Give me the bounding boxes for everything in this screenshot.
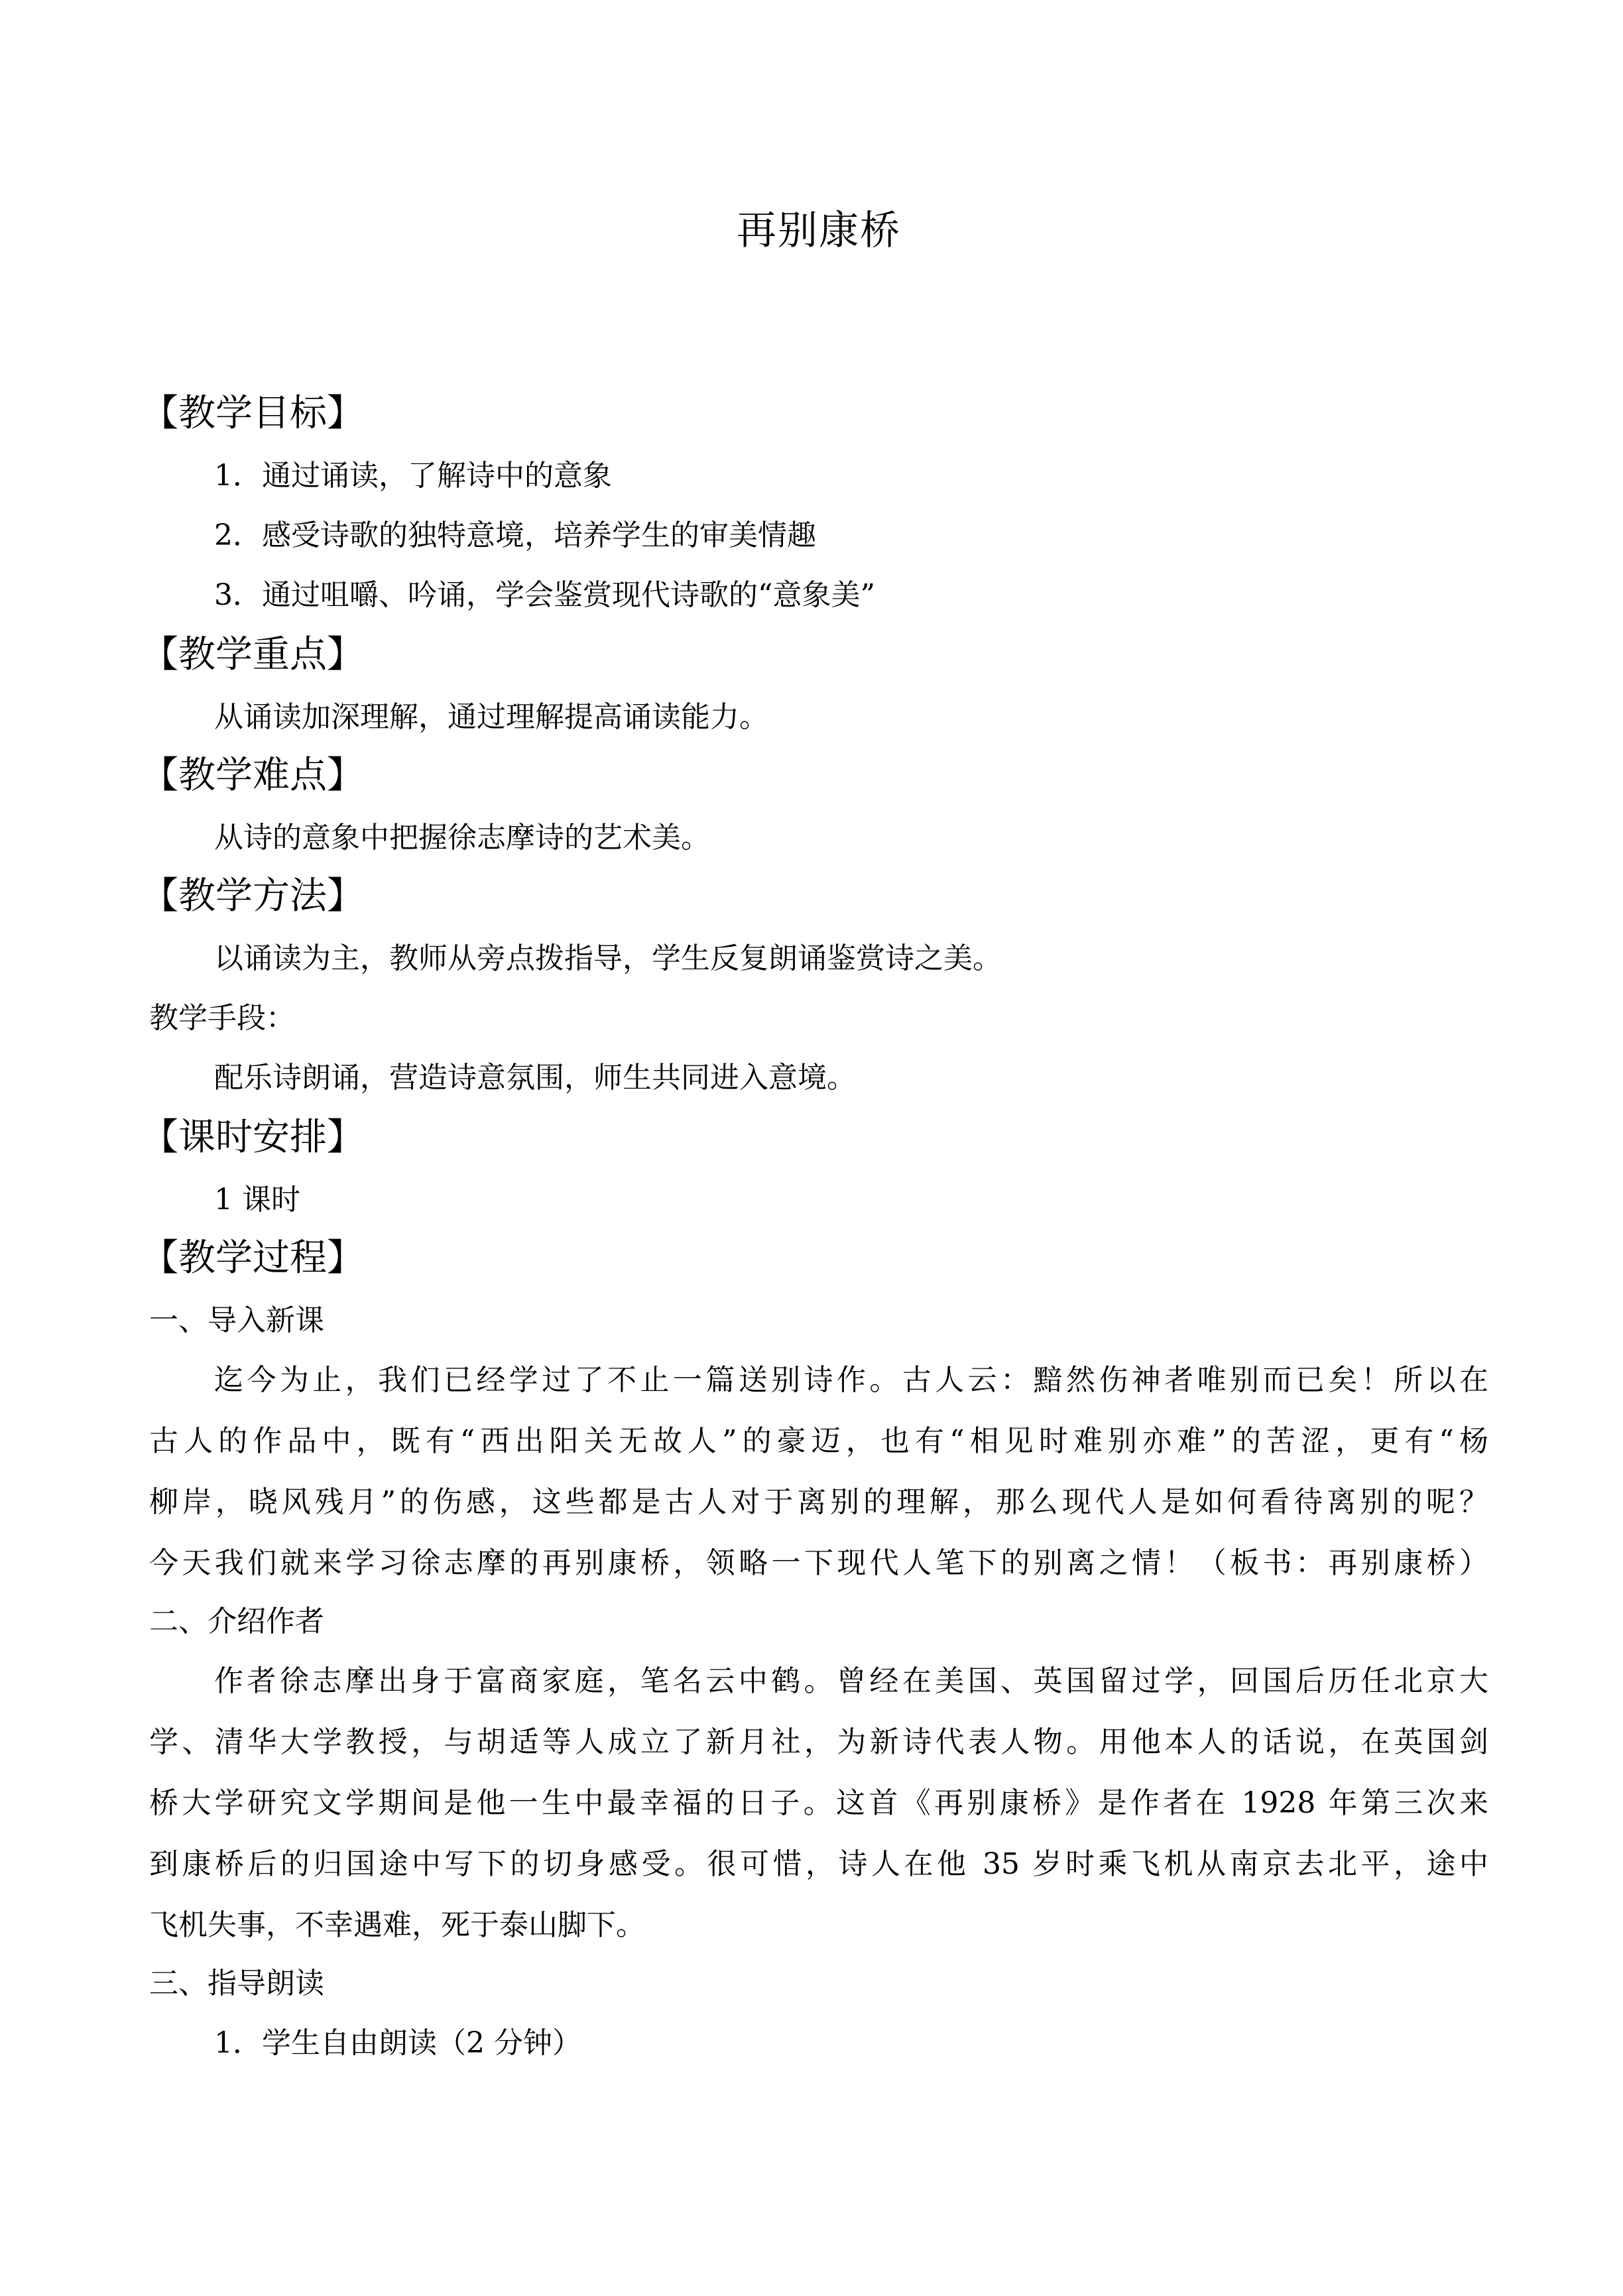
author-line-2: 学、清华大学教授，与胡适等人成立了新月社，为新诗代表人物。用他本人的话说，在英国剑: [149, 1725, 1488, 1759]
schedule-text: 1 课时: [214, 1183, 300, 1217]
key-points-text: 从诵读加深理解，通过理解提高诵读能力。: [214, 700, 768, 734]
author-line-5: 飞机失事，不幸遇难，死于泰山脚下。: [149, 1908, 645, 1942]
process-part3-title: 三、指导朗读: [149, 1966, 324, 2000]
heading-key-points: 【教学重点】: [141, 633, 364, 676]
objective-item-3: 3．通过咀嚼、吟诵，学会鉴赏现代诗歌的“意象美”: [214, 578, 875, 612]
process-part1-title: 一、导入新课: [149, 1303, 324, 1337]
author-line-1: 作者徐志摩出身于富商家庭，笔名云中鹤。曾经在美国、英国留过学，回国后历任北京大: [214, 1664, 1488, 1698]
teaching-means-text: 配乐诗朗诵，营造诗意氛围，师生共同进入意境。: [214, 1061, 856, 1095]
heading-methods: 【教学方法】: [141, 875, 364, 918]
author-paragraph: [149, 1662, 1488, 1966]
reading-item-1: 1．学生自由朗读（2 分钟）: [214, 2026, 581, 2060]
objective-item-2: 2．感受诗歌的独特意境，培养学生的审美情趣: [214, 518, 816, 552]
page-title: 再别康桥: [737, 208, 901, 254]
heading-process: 【教学过程】: [141, 1237, 364, 1280]
author-line-4: 到康桥后的归国途中写下的切身感受。很可惜，诗人在他 35 岁时乘飞机从南京去北平，途中: [149, 1847, 1488, 1881]
intro-line-2: 古人的作品中，既有“西出阳关无故人”的豪迈，也有“相见时难别亦难”的苦涩，更有“杨: [149, 1424, 1488, 1458]
difficulties-text: 从诗的意象中把握徐志摩诗的艺术美。: [214, 821, 710, 855]
heading-schedule: 【课时安排】: [141, 1116, 364, 1159]
intro-line-1: 迄今为止，我们已经学过了不止一篇送别诗作。古人云：黯然伤神者唯别而已矣！所以在: [214, 1363, 1488, 1397]
heading-objectives: 【教学目标】: [141, 392, 364, 435]
objective-item-1: 1．通过诵读，了解诗中的意象: [214, 459, 612, 493]
intro-line-3: 柳岸，晓风残月”的伤感，这些都是古人对于离别的理解，那么现代人是如何看待离别的呢？: [149, 1485, 1488, 1519]
intro-paragraph: [149, 1360, 1488, 1604]
intro-line-4: 今天我们就来学习徐志摩的再别康桥，领略一下现代人笔下的别离之情！（板书：再别康桥）: [149, 1546, 1488, 1580]
process-part2-title: 二、介绍作者: [149, 1604, 324, 1638]
heading-difficulties: 【教学难点】: [141, 754, 364, 797]
teaching-means-label: 教学手段：: [149, 1001, 295, 1035]
author-line-3: 桥大学研究文学期间是他一生中最幸福的日子。这首《再别康桥》是作者在 1928 年第三次来: [149, 1786, 1488, 1820]
methods-text: 以诵读为主，教师从旁点拨指导，学生反复朗诵鉴赏诗之美。: [214, 941, 1002, 975]
